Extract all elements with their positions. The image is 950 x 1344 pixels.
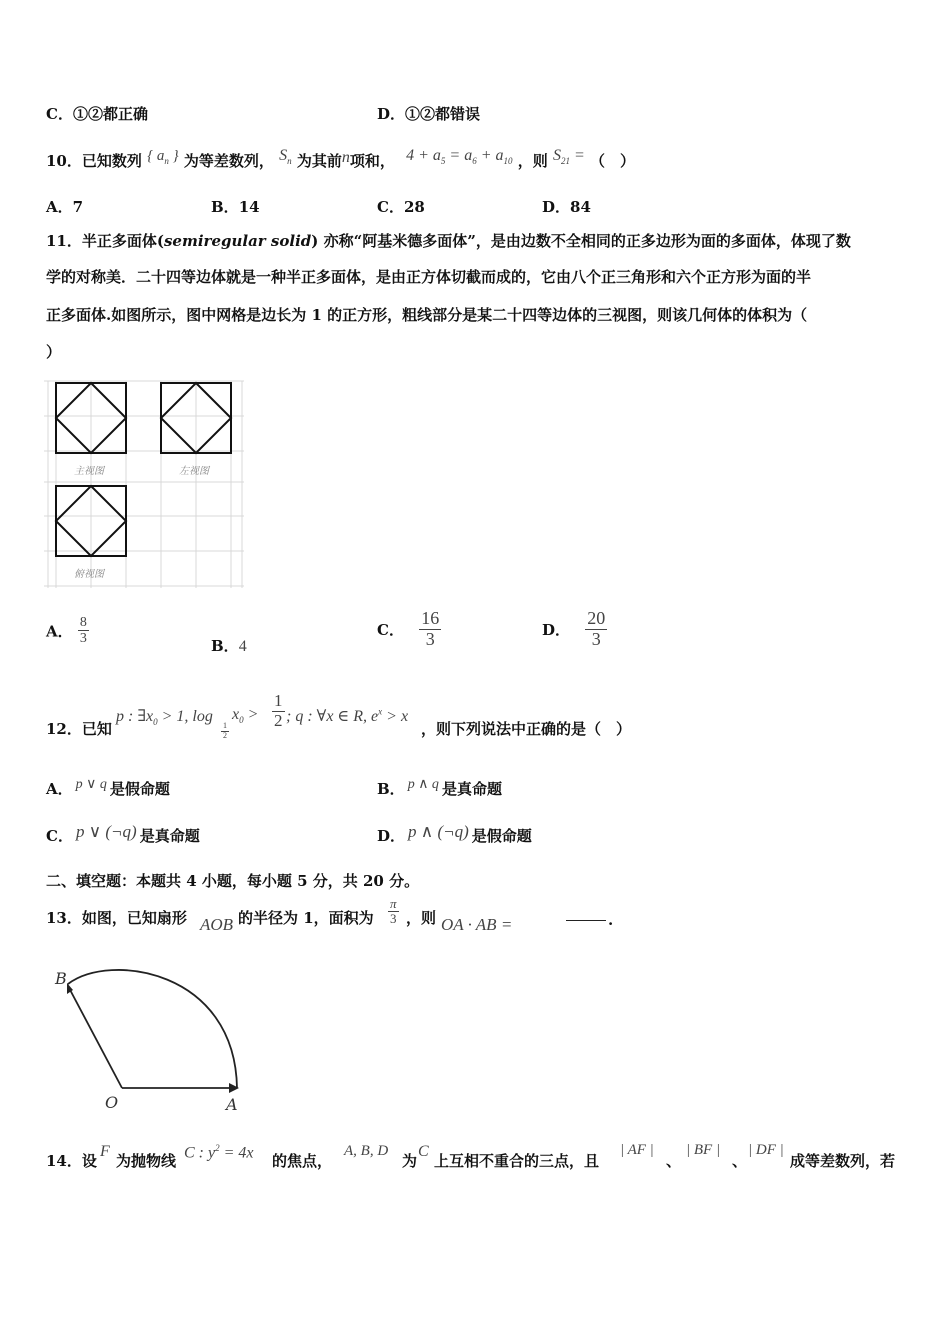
q10-text-5: ，则 <box>517 152 548 170</box>
q10-s21: $S_{21}$ = <box>552 147 585 167</box>
q13-pi-over-3: $\frac{\pi}{3}$ <box>390 896 397 927</box>
q10-number: 10． <box>46 152 82 170</box>
q11-option-c: C． $\frac{16}{3}$ <box>377 608 440 649</box>
q9-option-d-label: D． <box>377 105 406 123</box>
q12-half: $\frac{1}{2}$ <box>274 691 283 730</box>
q11-line-2: 学的对称美．二十四等边体就是一种半正多面体，是由正方体切截而成的，它由八个正三角形和六个正方形为面的半 <box>46 268 812 286</box>
q12-proposition-q: ; q : ∀x ∈ R, $e^x > x$ <box>286 706 409 725</box>
label-a: A <box>226 1095 238 1114</box>
label-b: B <box>55 969 67 988</box>
q10-text-4: 项和， <box>349 152 395 170</box>
q12-option-c: C． p ∨ (¬q) 是真命题 <box>46 822 200 845</box>
q10-n: n <box>341 149 350 166</box>
q10-text-1: 已知数列 <box>81 152 142 170</box>
q10-text-2: 为等差数列， <box>183 152 274 170</box>
q10-option-d: D．84 <box>542 198 591 216</box>
q11-option-d: D． $\frac{20}{3}$ <box>542 608 606 649</box>
q11-option-a: A． $\frac{8}{3}$ <box>46 615 87 647</box>
q13-sector-figure <box>50 962 250 1114</box>
q12-log-base: $\frac{1}{2}$ <box>223 721 227 740</box>
q10-stem <box>46 147 635 171</box>
q10-option-b: B．14 <box>211 198 260 216</box>
q12-option-a: A． p ∨ q 是假命题 <box>46 777 170 798</box>
q9-option-c <box>46 103 148 124</box>
q10-option-c: C．28 <box>377 198 425 216</box>
q12-option-d: D． p ∧ (¬q) 是假命题 <box>377 822 532 845</box>
q11-option-b: B．4 <box>211 637 247 655</box>
q12-option-b: B． p ∧ q 是真命题 <box>377 777 502 798</box>
q10-seq: { $a_n$ } <box>147 148 179 166</box>
side-view-label: 左视图 <box>179 466 209 477</box>
q10-text-3: 为其前 <box>296 152 342 170</box>
q9-option-d <box>377 103 480 124</box>
section-2-heading: 二、填空题：本题共 4 小题，每小题 5 分，共 20 分。 <box>46 872 420 890</box>
q11-line-3: 正多面体.如图所示，图中网格是边长为 1 的正方形，粗线部分是某二十四等边体的三视图，则该几何体的体积为（ <box>46 306 808 324</box>
q9-option-c-text: ①②都正确 <box>72 105 148 123</box>
q9-option-c-label: C． <box>46 105 73 123</box>
segment-ob <box>68 986 122 1088</box>
q10-answer-bracket: （ ） <box>590 152 636 170</box>
q10-option-a: A．7 <box>46 198 84 216</box>
q9-option-d-text: ①②都错误 <box>405 105 481 123</box>
label-o: O <box>105 1093 119 1112</box>
q12-proposition-p: p : $\exists x_0 > 1$, log <box>116 708 213 728</box>
q11-three-views-figure <box>44 376 248 590</box>
front-view-label: 主视图 <box>74 466 104 477</box>
top-view-label: 俯视图 <box>74 569 104 580</box>
q11-line-4: ） <box>46 343 62 361</box>
q14-parabola: C : $y^2 = 4x$ <box>184 1143 254 1162</box>
sector-arc <box>68 970 237 1088</box>
q10-sn: $S_n$ <box>279 147 292 167</box>
q11-english-term: semiregular solid <box>163 232 312 250</box>
q10-condition: $4 + a_5 = a_6 + a_{10}$ <box>406 147 513 167</box>
q11-line-1: 11．半正多面体(semiregular solid) 亦称“阿基米德多面体”，是由边数不全相同的正多边形为面的多面体，体现了数 <box>46 232 851 250</box>
